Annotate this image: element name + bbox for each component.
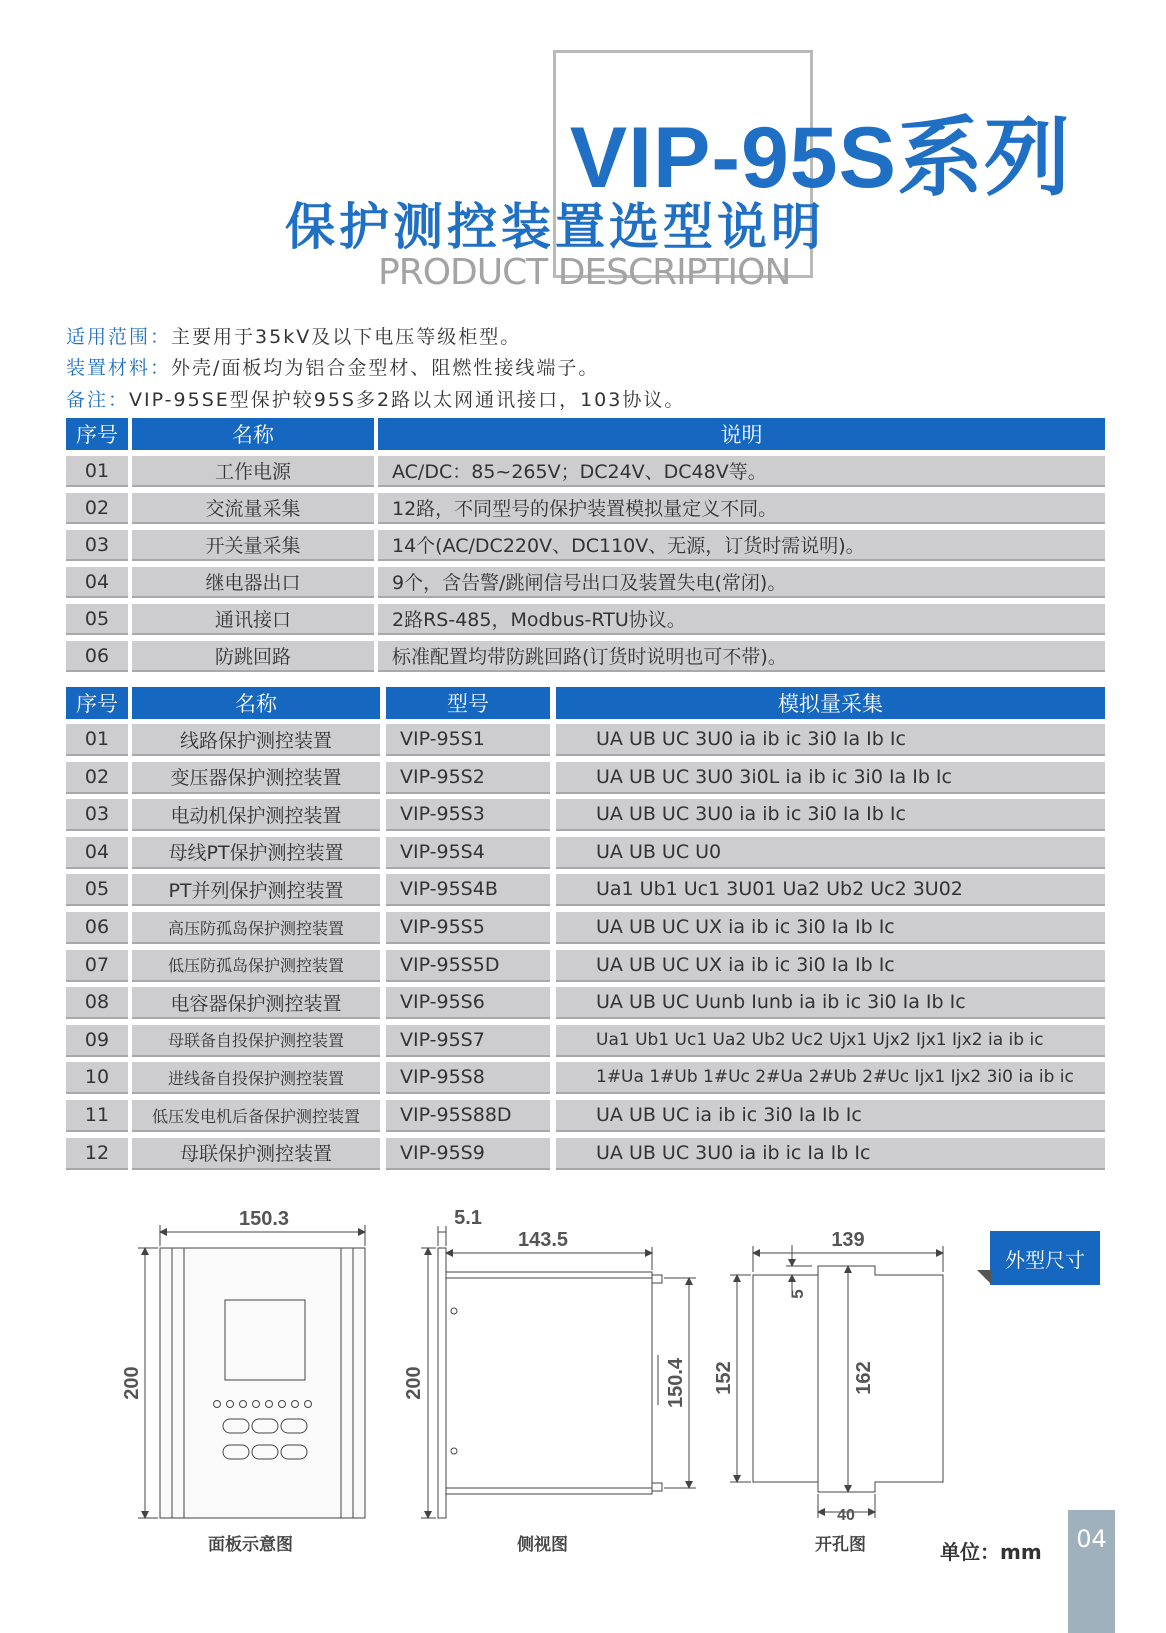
- row-analog-channels: Ua1 Ub1 Uc1 3U01 Ua2 Ub2 Uc2 3U02: [556, 874, 1105, 906]
- series-title: VIP-95S系列: [569, 110, 1071, 206]
- row-analog-channels: UA UB UC 3U0 3i0L ia ib ic 3i0 Ia Ib Ic: [556, 762, 1105, 794]
- row-model: VIP-95S9: [386, 1138, 550, 1170]
- row-index: 01: [66, 724, 128, 756]
- row-index: 10: [66, 1062, 128, 1094]
- row-name: 变压器保护测控装置: [132, 762, 380, 794]
- row-model: VIP-95S1: [386, 724, 550, 756]
- row-model: VIP-95S8: [386, 1062, 550, 1094]
- row-analog-channels: UA UB UC 3U0 ia ib ic 3i0 Ia Ib Ic: [556, 799, 1105, 831]
- row-analog-channels: UA UB UC ia ib ic 3i0 Ia Ib Ic: [556, 1100, 1105, 1132]
- page-number: 04: [1076, 1525, 1107, 1553]
- row-model: VIP-95S88D: [386, 1100, 550, 1132]
- row-name: 母联备自投保护测控装置: [132, 1025, 380, 1057]
- row-analog-channels: UA UB UC UX ia ib ic 3i0 Ia Ib Ic: [556, 912, 1105, 944]
- row-analog-channels: UA UB UC 3U0 ia ib ic Ia Ib Ic: [556, 1138, 1105, 1170]
- row-index: 05: [66, 874, 128, 906]
- english-subtitle: PRODUCT DESCRIPTION: [378, 252, 791, 293]
- side-depth-label: 143.5: [517, 1229, 569, 1251]
- row-name: 通讯接口: [132, 604, 374, 635]
- row-description: AC/DC：85~265V；DC24V、DC48V等。: [378, 456, 1105, 487]
- info-note: [66, 385, 685, 412]
- cutout-width-label: 139: [831, 1229, 865, 1251]
- row-model: VIP-95S4: [386, 837, 550, 869]
- row-name: 防跳回路: [132, 641, 374, 672]
- row-analog-channels: UA UB UC U0: [556, 837, 1105, 869]
- cutout-step-label: 5: [788, 1289, 807, 1299]
- row-model: VIP-95S5D: [386, 950, 550, 982]
- row-name: 进线备自投保护测控装置: [132, 1062, 380, 1094]
- row-index: 04: [66, 567, 128, 598]
- row-name: 低压发电机后备保护测控装置: [132, 1100, 380, 1132]
- table-header: 序号: [66, 687, 128, 719]
- row-model: VIP-95S5: [386, 912, 550, 944]
- row-name: 工作电源: [132, 456, 374, 487]
- row-name: 高压防孤岛保护测控装置: [132, 912, 380, 944]
- panel-width-label: 150.3: [238, 1208, 290, 1230]
- row-name: PT并列保护测控装置: [132, 874, 380, 906]
- table-header: 说明: [378, 418, 1105, 450]
- row-description: 标准配置均带防跳回路(订货时说明也可不带)。: [378, 641, 1105, 672]
- row-index: 08: [66, 987, 128, 1019]
- table-header: 模拟量采集: [556, 687, 1105, 719]
- row-name: 继电器出口: [132, 567, 374, 598]
- row-model: VIP-95S2: [386, 762, 550, 794]
- row-index: 03: [66, 530, 128, 561]
- row-index: 02: [66, 762, 128, 794]
- row-index: 01: [66, 456, 128, 487]
- row-name: 母线PT保护测控装置: [132, 837, 380, 869]
- row-index: 03: [66, 799, 128, 831]
- row-description: 9个，含告警/跳闸信号出口及装置失电(常闭)。: [378, 567, 1105, 598]
- side-height-label: 200: [403, 1366, 425, 1400]
- unit-label: 单位：mm: [940, 1540, 1042, 1564]
- row-name: 电容器保护测控装置: [132, 987, 380, 1019]
- panel-height-label: 200: [121, 1366, 143, 1400]
- row-analog-channels: 1#Ua 1#Ub 1#Uc 2#Ua 2#Ub 2#Uc Ijx1 Ijx2 3i0 ia ib ic: [556, 1062, 1105, 1094]
- dimensions-tag: 外型尺寸: [990, 1231, 1100, 1285]
- row-index: 07: [66, 950, 128, 982]
- panel-drawing: [138, 1225, 365, 1518]
- side-caption: 侧视图: [517, 1535, 568, 1555]
- info-text: VIP-95SE型保护较95S多2路以太网通讯接口，103协议。: [129, 389, 686, 411]
- row-analog-channels: UA UB UC UX ia ib ic 3i0 Ia Ib Ic: [556, 950, 1105, 982]
- panel-caption: 面板示意图: [208, 1535, 293, 1555]
- row-name: 母联保护测控装置: [132, 1138, 380, 1170]
- cutout-inner-label: 162: [853, 1361, 875, 1395]
- row-name: 电动机保护测控装置: [132, 799, 380, 831]
- table-header: 名称: [132, 687, 380, 719]
- info-scope: [66, 322, 521, 349]
- row-model: VIP-95S3: [386, 799, 550, 831]
- row-name: 开关量采集: [132, 530, 374, 561]
- row-description: 14个(AC/DC220V、DC110V、无源，订货时需说明)。: [378, 530, 1105, 561]
- row-description: 2路RS-485，Modbus-RTU协议。: [378, 604, 1105, 635]
- table-header: 序号: [66, 418, 128, 450]
- info-key: 适用范围：: [66, 326, 172, 348]
- cutout-bottom-label: 40: [837, 1507, 855, 1524]
- info-key: 装置材料：: [66, 357, 172, 379]
- row-analog-channels: UA UB UC 3U0 ia ib ic 3i0 Ia Ib Ic: [556, 724, 1105, 756]
- row-index: 04: [66, 837, 128, 869]
- row-model: VIP-95S6: [386, 987, 550, 1019]
- row-model: VIP-95S7: [386, 1025, 550, 1057]
- row-index: 06: [66, 912, 128, 944]
- row-description: 12路，不同型号的保护装置模拟量定义不同。: [378, 493, 1105, 524]
- row-name: 低压防孤岛保护测控装置: [132, 950, 380, 982]
- cutout-drawing: [730, 1245, 943, 1518]
- row-analog-channels: UA UB UC Uunb Iunb ia ib ic 3i0 Ia Ib Ic: [556, 987, 1105, 1019]
- row-name: 交流量采集: [132, 493, 374, 524]
- row-index: 11: [66, 1100, 128, 1132]
- table-header: 型号: [386, 687, 550, 719]
- info-text: 外壳/面板均为铝合金型材、阻燃性接线端子。: [171, 357, 600, 379]
- info-key: 备注：: [66, 389, 130, 411]
- cutout-caption: 开孔图: [815, 1535, 866, 1555]
- page-title: 保护测控装置选型说明: [285, 197, 825, 256]
- side-front-label: 5.1: [454, 1207, 482, 1229]
- row-index: 12: [66, 1138, 128, 1170]
- side-drawing: [421, 1226, 696, 1518]
- info-text: 主要用于35kV及以下电压等级柜型。: [171, 326, 522, 348]
- row-index: 06: [66, 641, 128, 672]
- dimension-drawings: [0, 1190, 1166, 1530]
- info-material: [66, 353, 599, 380]
- row-name: 线路保护测控装置: [132, 724, 380, 756]
- row-index: 05: [66, 604, 128, 635]
- row-index: 02: [66, 493, 128, 524]
- row-model: VIP-95S4B: [386, 874, 550, 906]
- side-inner-label: 150.4: [665, 1357, 687, 1409]
- table-header: 名称: [132, 418, 374, 450]
- row-index: 09: [66, 1025, 128, 1057]
- row-analog-channels: Ua1 Ub1 Uc1 Ua2 Ub2 Uc2 Ujx1 Ujx2 Ijx1 Ijx2 ia ib ic: [556, 1025, 1105, 1057]
- cutout-height-label: 152: [713, 1361, 735, 1395]
